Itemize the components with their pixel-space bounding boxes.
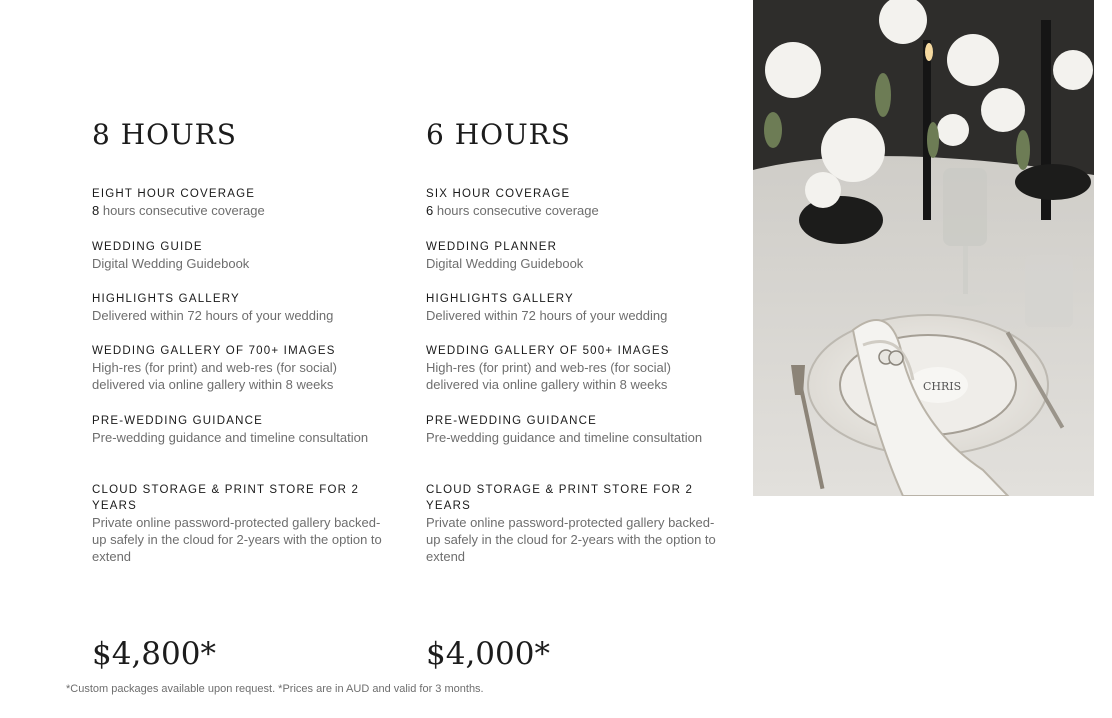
feature-heading: HIGHLIGHTS GALLERY — [92, 293, 240, 305]
feature-heading: WEDDING PLANNER — [426, 241, 558, 253]
feature-heading: CLOUD STORAGE & PRINT STORE FOR 2 YEARS — [426, 484, 694, 512]
feature-detail: Delivered within 72 hours of your wedding — [92, 308, 334, 323]
feature-cloud-storage — [426, 482, 722, 565]
coverage-text: hours consecutive coverage — [433, 203, 599, 218]
feature-detail: Private online password-protected gallery backed-up safely in the cloud for 2-years with the option to extend — [92, 515, 382, 564]
package-price: $4,000* — [426, 636, 550, 672]
package-price: $4,800* — [92, 636, 216, 672]
feature-detail: Digital Wedding Guidebook — [92, 256, 250, 271]
feature-detail: Delivered within 72 hours of your wedding — [426, 308, 668, 323]
feature-gallery — [92, 343, 388, 393]
feature-gallery — [426, 343, 722, 393]
feature-heading: WEDDING GALLERY OF 700+ IMAGES — [92, 345, 336, 357]
table-setting-illustration — [753, 0, 1094, 496]
feature-detail: Pre-wedding guidance and timeline consultation — [426, 430, 703, 445]
feature-heading: CLOUD STORAGE & PRINT STORE FOR 2 YEARS — [92, 484, 360, 512]
place-card-text: CHRIS — [923, 380, 962, 393]
feature-coverage — [92, 186, 388, 219]
coverage-hours: 6 — [426, 203, 434, 218]
feature-heading: EIGHT HOUR COVERAGE — [92, 188, 256, 200]
feature-heading: SIX HOUR COVERAGE — [426, 188, 571, 200]
feature-detail: High-res (for print) and web-res (for social) delivered via online gallery within 8 weeks — [426, 360, 671, 392]
feature-planner — [426, 239, 722, 272]
coverage-text: hours consecutive coverage — [99, 203, 265, 218]
feature-heading: PRE-WEDDING GUIDANCE — [92, 415, 263, 427]
feature-detail — [426, 202, 722, 219]
feature-detail: High-res (for print) and web-res (for social) delivered via online gallery within 8 weeks — [92, 360, 337, 392]
feature-detail: Private online password-protected gallery backed-up safely in the cloud for 2-years with the option to extend — [426, 515, 716, 564]
feature-highlights — [92, 291, 388, 324]
feature-highlights — [426, 291, 722, 324]
feature-cloud-storage — [92, 482, 388, 565]
feature-heading: WEDDING GUIDE — [92, 241, 203, 253]
feature-coverage — [426, 186, 722, 219]
feature-heading: HIGHLIGHTS GALLERY — [426, 293, 574, 305]
feature-guide — [92, 239, 388, 272]
feature-heading: PRE-WEDDING GUIDANCE — [426, 415, 597, 427]
feature-detail: Digital Wedding Guidebook — [426, 256, 584, 271]
table-setting-photo — [753, 0, 1094, 496]
feature-detail: Pre-wedding guidance and timeline consultation — [92, 430, 369, 445]
feature-detail — [92, 202, 388, 219]
package-title: 8 HOURS — [92, 118, 237, 151]
feature-guidance — [92, 413, 388, 446]
pricing-footnote: *Custom packages available upon request. *Prices are in AUD and valid for 3 months. — [66, 683, 484, 695]
package-title: 6 HOURS — [426, 118, 571, 151]
feature-heading: WEDDING GALLERY OF 500+ IMAGES — [426, 345, 670, 357]
coverage-hours: 8 — [92, 203, 100, 218]
feature-guidance — [426, 413, 722, 446]
